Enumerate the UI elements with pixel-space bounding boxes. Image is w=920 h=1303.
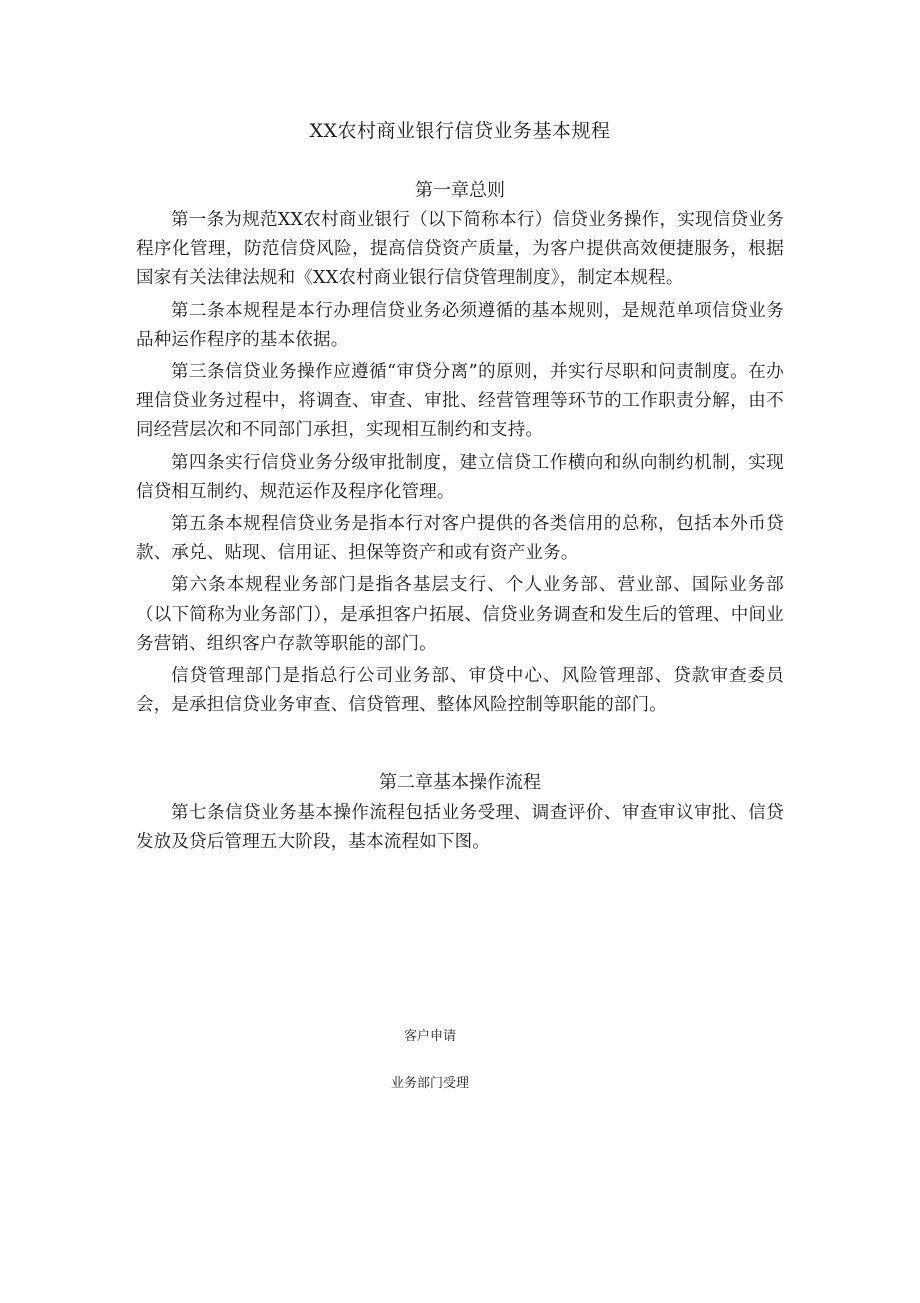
article-1: 第一条为规范XX农村商业银行（以下简称本行）信贷业务操作，实现信贷业务程序化管理，防范信贷风险，提高信贷资产质量，为客户提供高效便捷服务，根据国家有关法律法规和《XX农村商业银行信贷管理制度》，制定本规程。 — [136, 210, 784, 289]
chapter-1-body — [136, 206, 784, 723]
chapter-2-body — [136, 799, 784, 860]
article-3: 第三条信贷业务操作应遵循“审贷分离”的原则，并实行尽职和问责制度。在办理信贷业务过程中，将调查、审查、审批、经营管理等环节的工作职责分解，由不同经营层次和不同部门承担，实现相互制约和支持。 — [136, 362, 784, 441]
article-6: 第六条本规程业务部门是指各基层支行、个人业务部、营业部、国际业务部（以下简称为业务部门），是承担客户拓展、信贷业务调查和发生后的管理、中间业务营销、组织客户存款等职能的部门。 — [136, 575, 784, 654]
document-title: XX农村商业银行信贷业务基本规程 — [309, 120, 611, 142]
chapter-2-heading: 第二章基本操作流程 — [379, 772, 541, 793]
flowchart-step-customer-application: 客户申请 — [403, 1029, 456, 1044]
article-4: 第四条实行信贷业务分级审批制度，建立信贷工作横向和纵向制约机制，实现信贷相互制约、规范运作及程序化管理。 — [136, 452, 784, 502]
article-5: 第五条本规程信贷业务是指本行对客户提供的各类信用的总称，包括本外币贷款、承兑、贴现、信用证、担保等资产和或有资产业务。 — [136, 514, 784, 564]
flowchart-step-department-acceptance: 业务部门受理 — [390, 1076, 469, 1091]
article-7: 第七条信贷业务基本操作流程包括业务受理、调查评价、审查审议审批、信贷发放及贷后管理五大阶段，基本流程如下图。 — [136, 803, 784, 853]
chapter-1-heading: 第一章总则 — [415, 180, 505, 201]
credit-management-definition: 信贷管理部门是指总行公司业务部、审贷中心、风险管理部、贷款审查委员会，是承担信贷业务审查、信贷管理、整体风险控制等职能的部门。 — [136, 666, 784, 716]
article-2: 第二条本规程是本行办理信贷业务必须遵循的基本规则，是规范单项信贷业务品种运作程序的基本依据。 — [136, 300, 784, 350]
